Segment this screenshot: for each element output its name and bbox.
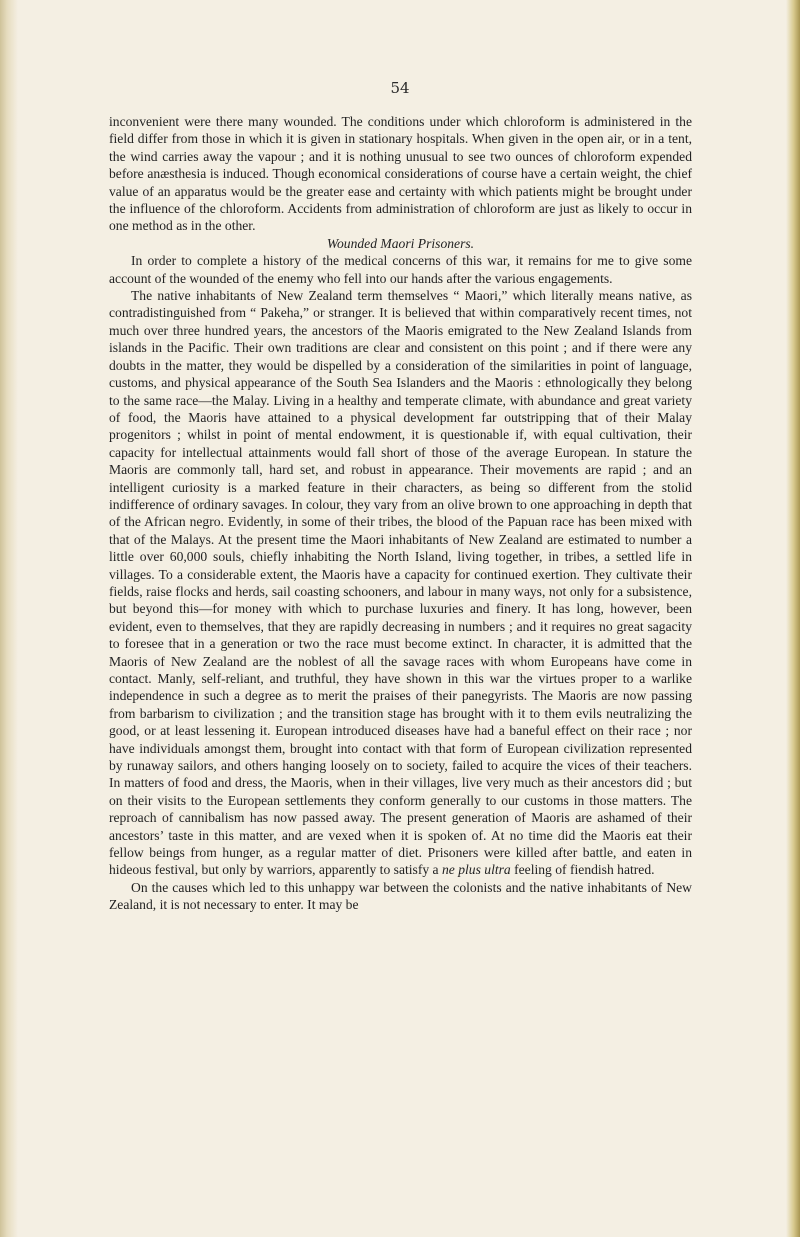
page-left-edge — [0, 0, 18, 1237]
paragraph-history: In order to complete a history of the medical concerns of this war, it remains for me to give some account of the wounded of the enemy who fell into our hands after the various engagements. — [109, 253, 692, 286]
latin-phrase: ne plus ultra — [441, 862, 511, 878]
paragraph-native-inhabitants — [109, 287, 692, 879]
page-right-edge — [786, 0, 800, 1237]
page-number: 54 — [390, 79, 410, 97]
page-body — [109, 113, 692, 914]
section-heading: Wounded Maori Prisoners. — [326, 235, 475, 251]
paragraph-chloroform: inconvenient were there many wounded. The conditions under which chloroform is administered in the field differ from those in which it is given in stationary hospitals. When given in the open air, or in a tent, the wind carries away the vapour ; and it is nothing unusual to see two ounces of chloroform expended before anæsthesia is induced. Though economical considerations of course have a certain weight, the chief value of an apparatus would be the greater ease and certainty with which patients might be brought under the influence of the chloroform. Accidents from administration of chloroform are just as likely to occur in one method as in the other. — [109, 114, 692, 234]
paragraph-causes-of-war: On the causes which led to this unhappy war between the colonists and the native inhabitants of New Zealand, it is not necessary to enter. It may be — [109, 879, 692, 913]
paragraph-native-inhabitants-text: The native inhabitants of New Zealand term themselves “ Maori,” which literally means native, as contradistinguished from “ Pakeha,” or stranger. It is believed that within comparatively recent times, not much over three hundred years, the ancestors of the Maoris emigrated to the New Zealand Islands from islands in the Pacific. Their own traditions are clear and consistent on this point ; and if there were any doubts in the matter, they would be dispelled by a consideration of the similarities in point of language, customs, and physical appearance of the South Sea Islanders and the Maoris : ethnologically they belong to the same race—the Malay. Living in a healthy and temperate climate, with abundance and great variety of food, the Maoris have attained to a physical development far outstripping that of their Malay progenitors ; whilst in point of mental endowment, it is questionable if, with equal cultivation, their capacity for intellectual attainments would fall short of those of the average European. In stature the Maoris are commonly tall, hard set, and robust in appearance. Their movements are rapid ; and an intelligent curiosity is a marked feature in their characters, as being so different from the stolid indifference of ordinary savages. In colour, they vary from an olive brown to one approaching in depth that of the African negro. Evidently, in some of their tribes, the blood of the Papuan race has been mixed with that of the Malays. At the present time the Maori inhabitants of New Zealand are estimated to number a little over 60,000 souls, chiefly inhabiting the North Island, living together, in tribes, a settled life in villages. To a considerable extent, the Maoris have a capacity for continued exertion. They cultivate their fields, raise flocks and herds, sail coasting schooners, and labour in many ways, not only for a subsistence, but beyond this—for money with which to purchase luxuries and finery. It has long, however, been evident, even to themselves, that they are rapidly decreasing in numbers ; and it requires no great sagacity to foresee that in a generation or two the race must become extinct. In character, it is admitted that the Maoris of New Zealand are the noblest of all the savage races with whom Europeans have come in contact. Manly, self-reliant, and truthful, they have shown in this war the virtues proper to a warlike independence in such a degree as to merit the praises of their panegyrists. The Maoris are now passing from barbarism to civilization ; and the transition stage has brought with it to them evils neutralizing the good, or at least lessening it. European introduced diseases have had a baneful effect on their race ; nor have individuals amongst them, brought into contact with that form of European civilization represented by runaway sailors, and others hanging loosely on to society, failed to acquire the vices of their teachers. In matters of food and dress, the Maoris, when in their villages, live very much as their ancestors did ; but on their visits to the European settlements they conform generally to our customs in those matters. The reproach of cannibalism has now passed away. The present generation of Maoris are ashamed of their ancestors’ taste in this matter, and are vexed when it is spoken of. At no time did the Maoris eat their fellow beings from hunger, as a regular matter of diet. Prisoners were killed after battle, and eaten in hideous festival, but only by warriors, apparently to satisfy a — [109, 288, 692, 878]
paragraph-native-inhabitants-tail: feeling of fiendish hatred. — [510, 862, 655, 878]
